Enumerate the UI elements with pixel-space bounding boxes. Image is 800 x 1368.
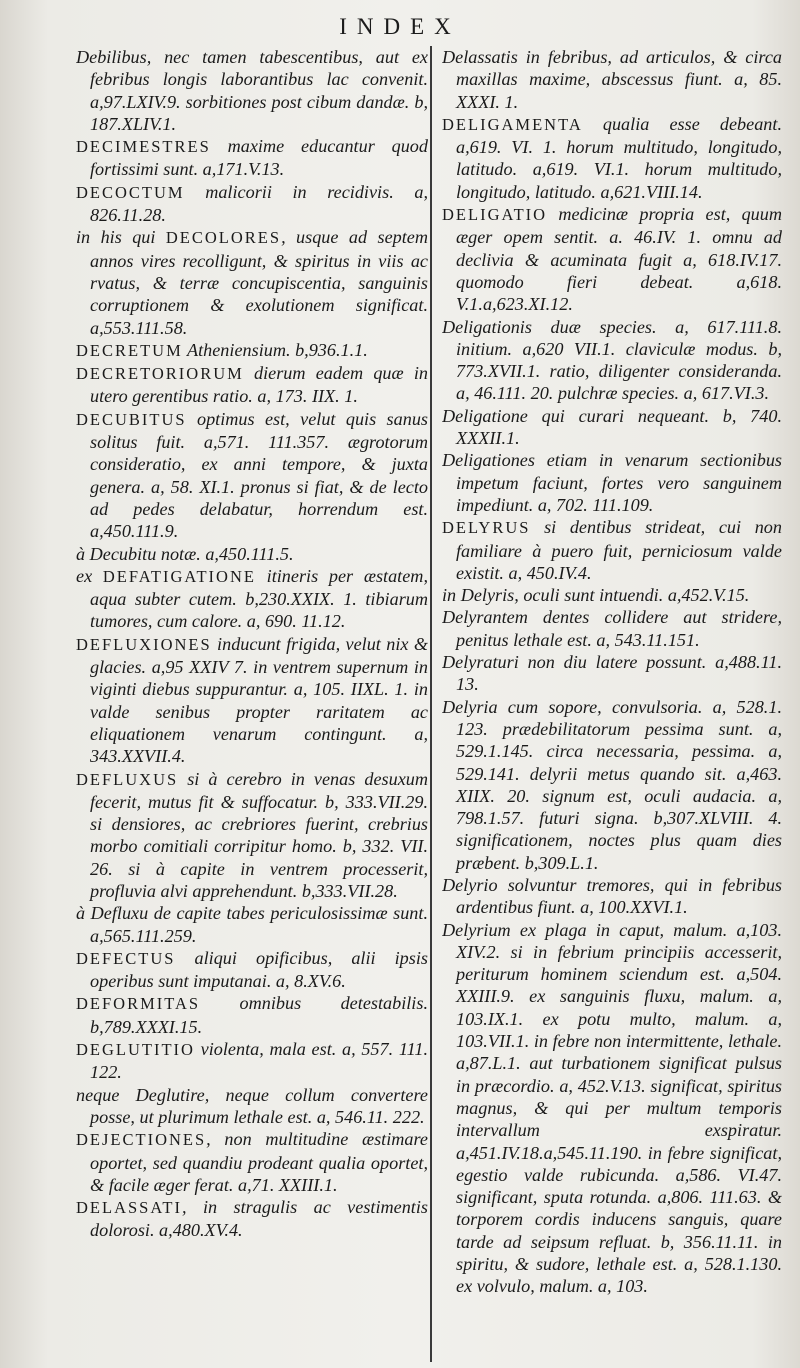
index-entry <box>442 696 782 874</box>
index-entry <box>442 919 782 1298</box>
entry-text: Deligationes etiam in venarum sectionibus impetum faciunt, fortes vero sanguinem impediunt. a, 702. 111.109. <box>442 450 782 515</box>
index-entry <box>442 405 782 450</box>
entry-text: Deglutire, neque collum convertere posse, ut plurimum lethale est. a, 546.11. 222. <box>90 1084 428 1127</box>
entry-keyword: DEFLUXIONES <box>76 634 212 654</box>
entry-text: omnibus detestabilis. b,789.XXXI.15. <box>90 993 428 1037</box>
entry-text: , usque ad septem annos vires recolligunt, & spiritus in viis ac rvatus, & terræ concupiscentia, sanguinis corruptionem & exolutionem significat. a,553.111.58. <box>90 227 428 338</box>
entry-text: medicinæ propria est, quum æger opem sentit. a. 46.IV. 1. omnu ad declivia & acuminata fugit a, 618.IV.17. quomodo fieri debeat. a,618. V.1.a,623.XI.12. <box>456 204 782 315</box>
entry-text: Delyrantem dentes collidere aut stridere, penitus lethale est. a, 543.11.151. <box>442 607 782 650</box>
index-column-right <box>442 46 782 1356</box>
index-entry <box>76 633 428 768</box>
index-entry <box>76 565 428 633</box>
entry-keyword: DECRETUM <box>76 340 183 360</box>
index-entry <box>76 408 428 543</box>
entry-keyword: DECOLORES <box>165 228 282 248</box>
entry-text: si dentibus strideat, cui non familiare à puero fuit, perniciosum valde existit. a, 450.IV.4. <box>456 517 782 583</box>
entry-text: Delyrio solvuntur tremores, qui in febribus ardentibus fiunt. a, 100.XXVI.1. <box>442 874 782 918</box>
entry-text: Delyraturi non diu latere possunt. a,488.11. 13. <box>442 652 782 695</box>
index-entry <box>76 1128 428 1196</box>
index-entry <box>76 768 428 903</box>
entry-text: optimus est, velut quis sanus solitus fuit. a,571. 111.357. ægrotorum consideratio, ex anni tempore, & juxta genera. a, 58. XI.1. pronus si fiat, & de lecto ad pedes delabatur, horrendum est. a,450.111.9. <box>90 408 428 542</box>
index-entry <box>76 1038 428 1084</box>
index-entry <box>442 449 782 516</box>
entry-text: dierum eadem quæ in utero gerentibus ratio. a, 173. IIX. 1. <box>90 363 428 407</box>
entry-keyword: DEFATIGATIONE <box>102 566 256 586</box>
index-entry <box>442 203 782 315</box>
entry-keyword: DECIMESTRES <box>76 137 211 157</box>
index-entry <box>442 316 782 405</box>
entry-text: inducunt frigida, velut nix & glacies. a,95 XXIV 7. in ventrem supernum in viginti diebus suppurantur. a, 105. IIXL. 1. in valde senibus propter raritatem ac eliquationem venarum contingunt. a, 343.XXVII.4. <box>90 633 428 767</box>
entry-text: Deligationis duæ species. a, 617.111.8. initium. a,620 VII.1. claviculæ modus. b, 773.XVII.1. ratio, diligenter consideranda. a, 46.111. 20. pulchræ species. a, 617.VI.3. <box>442 316 782 404</box>
entry-text: Deligatione qui curari nequeant. b, 740. XXXII.1. <box>442 405 782 449</box>
entry-keyword: DELASSATI <box>76 1198 183 1218</box>
entry-keyword: DEFORMITAS <box>76 994 201 1014</box>
entry-text: , in stragulis ac vestimentis dolorosi. a,480.XV.4. <box>90 1197 428 1241</box>
index-entry <box>442 606 782 651</box>
index-entry <box>76 339 428 362</box>
index-entry <box>442 651 782 696</box>
entry-text: Delyris, oculi sunt intuendi. a,452.V.15. <box>460 585 750 606</box>
entry-text: Atheniensium. b,936.1.1. <box>182 339 368 360</box>
entry-prefix: ex <box>76 565 103 586</box>
entry-keyword: DEFECTUS <box>76 948 176 968</box>
entry-prefix: à <box>76 903 91 924</box>
entry-keyword: DECUBITUS <box>76 409 187 429</box>
entry-prefix: in <box>442 585 461 606</box>
index-entry <box>442 46 782 113</box>
entry-text: violenta, mala est. a, 557. 111. 122. <box>90 1039 428 1083</box>
entry-prefix: in his qui <box>76 227 166 248</box>
index-entry <box>76 1196 428 1242</box>
entry-text: malicorii in recidivis. a, 826.11.28. <box>90 181 428 226</box>
entry-text: Delyrium ex plaga in caput, malum. a,103. XIV.2. si in febrium principiis accesserit, periturum hominem sciendum est. a,504. XXIII.9. ex sanguinis fluxu, malum. a, 103.IX.1. ex potu multo, malum. a, 103.VII.1. in febre non intermittente, lethale. a,87.L.1. aut turbationem significat pulsus in præcordio. a, 452.V.13. significat, spiritus magnus, & qui per multum temporis intervallum exspiratur. a,451.IV.18.a,545.11.190. in febre significat, egestio valde rubicunda. a,586. VI.47. significant, sputa rotunda. a,806. 111.63. & torporem cordis inducens sanguis, quare tarde ad seipsum refluat. b, 356.11.11. in spiritu, & sudore, lethale est. a, 528.1.130. ex volvulo, malum. a, 103. <box>442 919 782 1297</box>
entry-keyword: DELIGATIO <box>442 205 548 225</box>
index-entry <box>442 113 782 203</box>
index-column-left <box>76 46 428 1356</box>
index-entry <box>76 543 428 565</box>
index-entry <box>76 947 428 993</box>
entry-text: Delyria cum sopore, convulsoria. a, 528.1. 123. prædebilitatorum pessima sunt. a, 529.1.145. circa necessaria, pessima. a, 529.141. delyrii metus quando sit. a,463. XIIX. 20. signum est, oculi audacia. a, 798.1.57. futuri signa. b,307.XLVIII. 4. significationem, noctes plus quam dies præbent. b,309.L.1. <box>442 696 782 873</box>
index-entry <box>76 226 428 338</box>
index-entry <box>76 902 428 947</box>
index-entry <box>76 181 428 227</box>
entry-keyword: DEGLUTITIO <box>76 1040 195 1060</box>
page-header: INDEX <box>339 14 461 39</box>
column-divider <box>430 46 432 1362</box>
entry-keyword: DECOCTUM <box>76 182 185 202</box>
entry-text: aliqui opificibus, alii ipsis operibus sunt imputanai. a, 8.XV.6. <box>90 947 428 992</box>
index-entry <box>76 1084 428 1129</box>
entry-text: maxime educantur quod fortissimi sunt. a,171.V.13. <box>90 136 428 180</box>
index-entry <box>76 46 428 135</box>
entry-text: si à cerebro in venas desuxum fecerit, mutus fit & suffocatur. b, 333.VII.29. si densiores, ac crebriores fuerint, crebrius morbo comitiali corripitur homo. b, 332. VII. 26. si à capite in ventrem processerit, profluvia alvi apprehendunt. b,333.VII.28. <box>90 768 428 901</box>
entry-text: , non multitudine æstimare oportet, sed quandiu prodeant qualia oportet, & facile æger ferat. a,71. XXIII.1. <box>90 1129 428 1195</box>
index-entry <box>76 992 428 1038</box>
entry-text: itineris per æstatem, aqua subter cutem. b,230.XXIX. 1. tibiarum tumores, cum calore. a, 690. 11.12. <box>90 565 428 632</box>
index-entry <box>442 516 782 584</box>
index-entry <box>442 874 782 919</box>
entry-text: Decubitu notæ. a,450.111.5. <box>89 543 294 564</box>
entry-keyword: DELYRUS <box>442 518 531 538</box>
entry-text: qualia esse debeant. a,619. VI. 1. horum multitudo, longitudo, latitudo. a,619. VI.1. horum multitudo, longitudo, latitudo. a,621.VIII.14. <box>456 113 782 202</box>
index-entry <box>76 362 428 408</box>
entry-text: Defluxu de capite tabes periculosissimæ sunt. a,565.111.259. <box>90 903 428 946</box>
entry-keyword: DECRETORIORUM <box>76 364 244 384</box>
entry-prefix: neque <box>76 1084 136 1105</box>
index-entry <box>76 135 428 181</box>
entry-prefix: à <box>76 543 90 564</box>
entry-text: Debilibus, nec tamen tabescentibus, aut ex febribus longis laborantibus lac convenit. a,97.LXIV.9. sorbitiones post cibum dandæ. b, 187.XLIV.1. <box>76 47 428 134</box>
entry-text: Delassatis in febribus, ad articulos, & circa maxillas maxime, abscessus fiunt. a, 85. XXXI. 1. <box>442 47 782 112</box>
entry-keyword: DELIGAMENTA <box>442 114 583 134</box>
index-entry <box>442 584 782 606</box>
entry-keyword: DEFLUXUS <box>76 769 179 789</box>
entry-keyword: DEJECTIONES <box>76 1130 207 1150</box>
